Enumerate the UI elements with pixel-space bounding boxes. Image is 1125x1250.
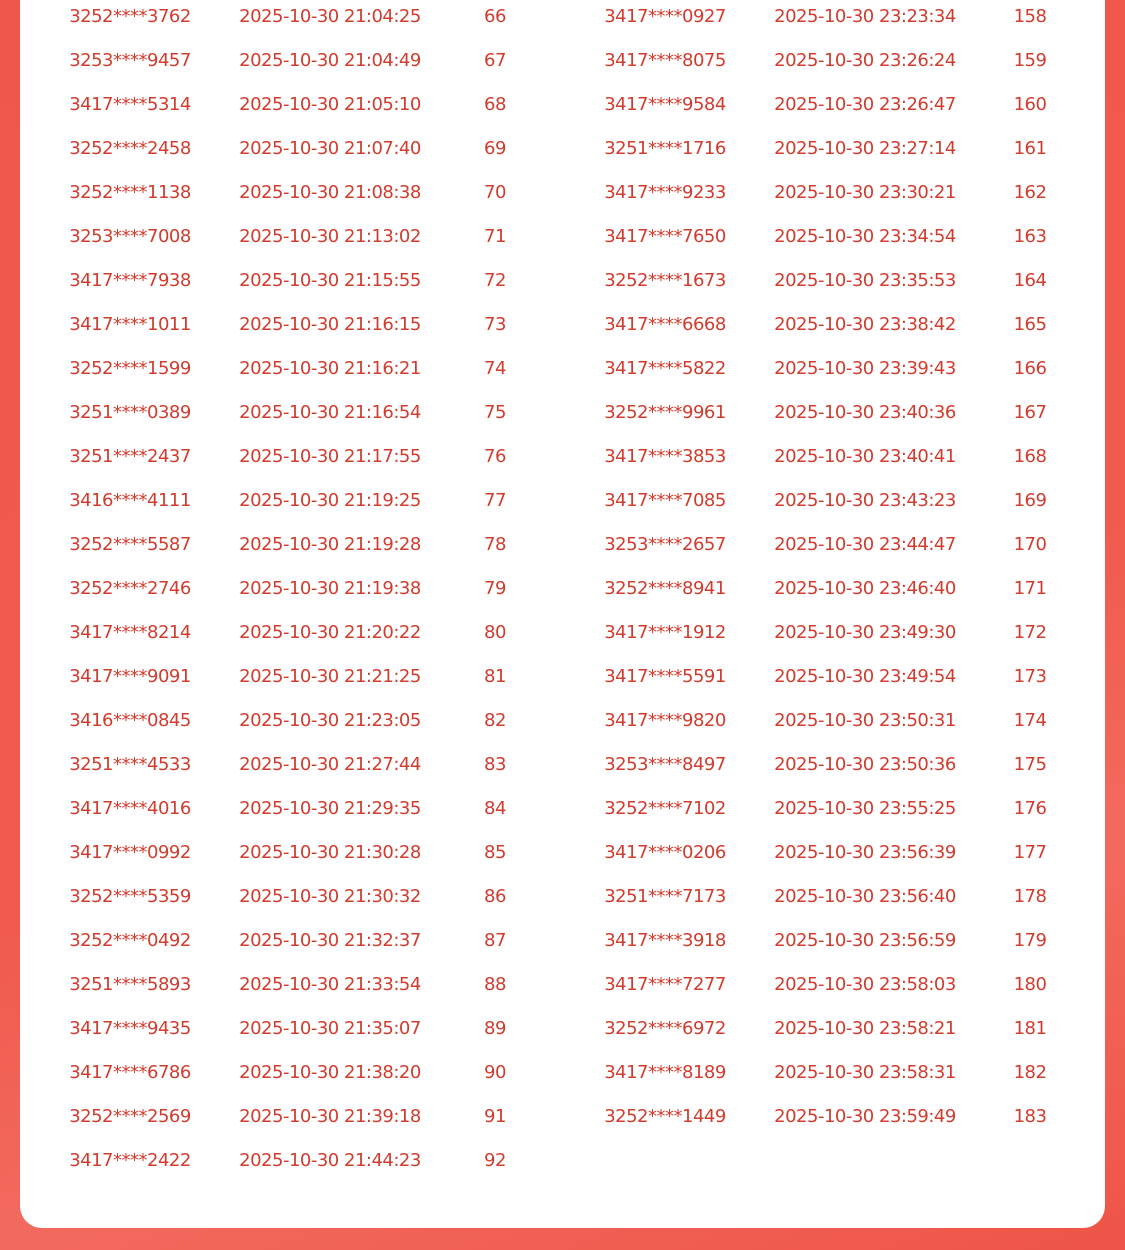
user-id-cell: 3252****8941 (604, 578, 726, 599)
user-id-cell: 3417****7650 (604, 226, 726, 247)
rank-cell: 67 (484, 50, 506, 71)
user-id-cell: 3417****5314 (69, 94, 191, 115)
timestamp-cell: 2025-10-30 23:56:39 (774, 842, 956, 863)
rank-cell: 167 (1013, 402, 1047, 423)
rank-cell: 70 (484, 182, 506, 203)
user-id-cell: 3252****0492 (69, 930, 191, 951)
timestamp-cell: 2025-10-30 21:15:55 (239, 270, 421, 291)
table-row (20, 836, 560, 880)
rank-cell: 71 (484, 226, 506, 247)
table-row (20, 44, 560, 88)
timestamp-cell: 2025-10-30 23:49:30 (774, 622, 956, 643)
timestamp-cell: 2025-10-30 23:43:23 (774, 490, 956, 511)
user-id-cell: 3417****9233 (604, 182, 726, 203)
timestamp-cell: 2025-10-30 21:32:37 (239, 930, 421, 951)
table-row (20, 572, 560, 616)
user-id-cell: 3253****7008 (69, 226, 191, 247)
user-id-cell: 3417****8075 (604, 50, 726, 71)
rank-cell: 78 (484, 534, 506, 555)
rank-cell: 181 (1013, 1018, 1047, 1039)
rank-cell: 89 (484, 1018, 506, 1039)
timestamp-cell: 2025-10-30 21:21:25 (239, 666, 421, 687)
user-id-cell: 3417****9435 (69, 1018, 191, 1039)
user-id-cell: 3417****5822 (604, 358, 726, 379)
rank-cell: 158 (1013, 6, 1047, 27)
table-row (20, 1144, 560, 1188)
table-row (555, 0, 1095, 44)
timestamp-cell: 2025-10-30 21:19:25 (239, 490, 421, 511)
user-id-cell: 3417****7277 (604, 974, 726, 995)
rank-cell: 176 (1013, 798, 1047, 819)
rank-cell: 174 (1013, 710, 1047, 731)
rank-cell: 162 (1013, 182, 1047, 203)
rank-cell: 74 (484, 358, 506, 379)
user-id-cell: 3417****0206 (604, 842, 726, 863)
timestamp-cell: 2025-10-30 23:38:42 (774, 314, 956, 335)
user-id-cell: 3417****3853 (604, 446, 726, 467)
table-row (20, 880, 560, 924)
rank-cell: 84 (484, 798, 506, 819)
timestamp-cell: 2025-10-30 21:16:21 (239, 358, 421, 379)
user-id-cell: 3252****2746 (69, 578, 191, 599)
user-id-cell: 3252****1138 (69, 182, 191, 203)
winners-table-left (20, 0, 560, 1188)
user-id-cell: 3252****9961 (604, 402, 726, 423)
timestamp-cell: 2025-10-30 23:27:14 (774, 138, 956, 159)
table-row (20, 660, 560, 704)
timestamp-cell: 2025-10-30 21:17:55 (239, 446, 421, 467)
user-id-cell: 3252****7102 (604, 798, 726, 819)
table-row (555, 528, 1095, 572)
timestamp-cell: 2025-10-30 21:23:05 (239, 710, 421, 731)
user-id-cell: 3253****9457 (69, 50, 191, 71)
user-id-cell: 3417****8214 (69, 622, 191, 643)
table-row (555, 572, 1095, 616)
table-row (555, 660, 1095, 704)
table-row (20, 1056, 560, 1100)
rank-cell: 170 (1013, 534, 1047, 555)
table-row (20, 968, 560, 1012)
rank-cell: 182 (1013, 1062, 1047, 1083)
rank-cell: 77 (484, 490, 506, 511)
timestamp-cell: 2025-10-30 21:04:25 (239, 6, 421, 27)
table-row (20, 440, 560, 484)
table-row (20, 1100, 560, 1144)
table-row (555, 1056, 1095, 1100)
rank-cell: 166 (1013, 358, 1047, 379)
timestamp-cell: 2025-10-30 21:04:49 (239, 50, 421, 71)
timestamp-cell: 2025-10-30 23:34:54 (774, 226, 956, 247)
timestamp-cell: 2025-10-30 21:27:44 (239, 754, 421, 775)
rank-cell: 159 (1013, 50, 1047, 71)
user-id-cell: 3251****2437 (69, 446, 191, 467)
timestamp-cell: 2025-10-30 23:56:59 (774, 930, 956, 951)
table-row (20, 88, 560, 132)
winners-table-right (555, 0, 1095, 1144)
user-id-cell: 3252****2569 (69, 1106, 191, 1127)
rank-cell: 87 (484, 930, 506, 951)
timestamp-cell: 2025-10-30 23:50:36 (774, 754, 956, 775)
rank-cell: 69 (484, 138, 506, 159)
rank-cell: 164 (1013, 270, 1047, 291)
rank-cell: 180 (1013, 974, 1047, 995)
timestamp-cell: 2025-10-30 21:16:15 (239, 314, 421, 335)
table-row (20, 748, 560, 792)
table-row (555, 880, 1095, 924)
user-id-cell: 3251****5893 (69, 974, 191, 995)
user-id-cell: 3252****1673 (604, 270, 726, 291)
user-id-cell: 3416****0845 (69, 710, 191, 731)
user-id-cell: 3417****5591 (604, 666, 726, 687)
timestamp-cell: 2025-10-30 23:59:49 (774, 1106, 956, 1127)
user-id-cell: 3417****9584 (604, 94, 726, 115)
timestamp-cell: 2025-10-30 21:13:02 (239, 226, 421, 247)
table-row (555, 748, 1095, 792)
timestamp-cell: 2025-10-30 21:07:40 (239, 138, 421, 159)
rank-cell: 165 (1013, 314, 1047, 335)
user-id-cell: 3417****4016 (69, 798, 191, 819)
user-id-cell: 3417****1011 (69, 314, 191, 335)
table-row (555, 924, 1095, 968)
user-id-cell: 3251****1716 (604, 138, 726, 159)
table-row (555, 484, 1095, 528)
timestamp-cell: 2025-10-30 23:58:31 (774, 1062, 956, 1083)
table-row (555, 264, 1095, 308)
timestamp-cell: 2025-10-30 23:55:25 (774, 798, 956, 819)
table-row (20, 1012, 560, 1056)
timestamp-cell: 2025-10-30 23:49:54 (774, 666, 956, 687)
timestamp-cell: 2025-10-30 23:30:21 (774, 182, 956, 203)
user-id-cell: 3252****6972 (604, 1018, 726, 1039)
rank-cell: 81 (484, 666, 506, 687)
timestamp-cell: 2025-10-30 23:40:36 (774, 402, 956, 423)
user-id-cell: 3417****0927 (604, 6, 726, 27)
user-id-cell: 3253****8497 (604, 754, 726, 775)
table-row (555, 352, 1095, 396)
table-row (555, 220, 1095, 264)
table-row (20, 528, 560, 572)
timestamp-cell: 2025-10-30 21:05:10 (239, 94, 421, 115)
timestamp-cell: 2025-10-30 23:39:43 (774, 358, 956, 379)
timestamp-cell: 2025-10-30 21:20:22 (239, 622, 421, 643)
rank-cell: 178 (1013, 886, 1047, 907)
table-row (555, 88, 1095, 132)
table-row (20, 132, 560, 176)
rank-cell: 171 (1013, 578, 1047, 599)
timestamp-cell: 2025-10-30 23:23:34 (774, 6, 956, 27)
table-row (555, 44, 1095, 88)
timestamp-cell: 2025-10-30 21:33:54 (239, 974, 421, 995)
user-id-cell: 3251****0389 (69, 402, 191, 423)
timestamp-cell: 2025-10-30 21:08:38 (239, 182, 421, 203)
table-row (555, 792, 1095, 836)
rank-cell: 79 (484, 578, 506, 599)
user-id-cell: 3417****7938 (69, 270, 191, 291)
user-id-cell: 3252****3762 (69, 6, 191, 27)
rank-cell: 183 (1013, 1106, 1047, 1127)
timestamp-cell: 2025-10-30 21:16:54 (239, 402, 421, 423)
rank-cell: 163 (1013, 226, 1047, 247)
user-id-cell: 3252****2458 (69, 138, 191, 159)
timestamp-cell: 2025-10-30 23:26:47 (774, 94, 956, 115)
table-row (20, 264, 560, 308)
table-row (555, 176, 1095, 220)
table-row (555, 836, 1095, 880)
user-id-cell: 3417****9091 (69, 666, 191, 687)
user-id-cell: 3252****1599 (69, 358, 191, 379)
timestamp-cell: 2025-10-30 23:46:40 (774, 578, 956, 599)
rank-cell: 161 (1013, 138, 1047, 159)
user-id-cell: 3417****9820 (604, 710, 726, 731)
timestamp-cell: 2025-10-30 21:29:35 (239, 798, 421, 819)
timestamp-cell: 2025-10-30 21:30:28 (239, 842, 421, 863)
rank-cell: 76 (484, 446, 506, 467)
table-row (20, 704, 560, 748)
timestamp-cell: 2025-10-30 23:26:24 (774, 50, 956, 71)
rank-cell: 175 (1013, 754, 1047, 775)
user-id-cell: 3417****1912 (604, 622, 726, 643)
timestamp-cell: 2025-10-30 21:35:07 (239, 1018, 421, 1039)
user-id-cell: 3416****4111 (69, 490, 191, 511)
timestamp-cell: 2025-10-30 21:19:38 (239, 578, 421, 599)
table-row (20, 0, 560, 44)
user-id-cell: 3417****7085 (604, 490, 726, 511)
timestamp-cell: 2025-10-30 21:30:32 (239, 886, 421, 907)
rank-cell: 169 (1013, 490, 1047, 511)
table-row (20, 616, 560, 660)
rank-cell: 66 (484, 6, 506, 27)
rank-cell: 160 (1013, 94, 1047, 115)
timestamp-cell: 2025-10-30 21:44:23 (239, 1150, 421, 1171)
table-row (20, 484, 560, 528)
table-row (555, 132, 1095, 176)
table-row (555, 440, 1095, 484)
user-id-cell: 3417****0992 (69, 842, 191, 863)
user-id-cell: 3251****4533 (69, 754, 191, 775)
rank-cell: 86 (484, 886, 506, 907)
timestamp-cell: 2025-10-30 21:39:18 (239, 1106, 421, 1127)
user-id-cell: 3252****1449 (604, 1106, 726, 1127)
timestamp-cell: 2025-10-30 23:56:40 (774, 886, 956, 907)
rank-cell: 75 (484, 402, 506, 423)
table-row (555, 616, 1095, 660)
user-id-cell: 3253****2657 (604, 534, 726, 555)
rank-cell: 90 (484, 1062, 506, 1083)
user-id-cell: 3417****6668 (604, 314, 726, 335)
table-row (20, 352, 560, 396)
rank-cell: 82 (484, 710, 506, 731)
table-row (555, 308, 1095, 352)
rank-cell: 72 (484, 270, 506, 291)
table-row (20, 396, 560, 440)
user-id-cell: 3252****5359 (69, 886, 191, 907)
rank-cell: 83 (484, 754, 506, 775)
table-row (20, 220, 560, 264)
timestamp-cell: 2025-10-30 23:58:21 (774, 1018, 956, 1039)
user-id-cell: 3251****7173 (604, 886, 726, 907)
table-row (20, 176, 560, 220)
rank-cell: 177 (1013, 842, 1047, 863)
timestamp-cell: 2025-10-30 21:38:20 (239, 1062, 421, 1083)
rank-cell: 85 (484, 842, 506, 863)
rank-cell: 88 (484, 974, 506, 995)
rank-cell: 173 (1013, 666, 1047, 687)
timestamp-cell: 2025-10-30 23:58:03 (774, 974, 956, 995)
table-row (20, 308, 560, 352)
rank-cell: 91 (484, 1106, 506, 1127)
rank-cell: 73 (484, 314, 506, 335)
timestamp-cell: 2025-10-30 23:44:47 (774, 534, 956, 555)
rank-cell: 168 (1013, 446, 1047, 467)
user-id-cell: 3252****5587 (69, 534, 191, 555)
rank-cell: 68 (484, 94, 506, 115)
table-row (555, 968, 1095, 1012)
rank-cell: 92 (484, 1150, 506, 1171)
timestamp-cell: 2025-10-30 21:19:28 (239, 534, 421, 555)
table-row (20, 924, 560, 968)
table-row (555, 396, 1095, 440)
rank-cell: 80 (484, 622, 506, 643)
rank-cell: 179 (1013, 930, 1047, 951)
table-row (20, 792, 560, 836)
user-id-cell: 3417****3918 (604, 930, 726, 951)
user-id-cell: 3417****8189 (604, 1062, 726, 1083)
rank-cell: 172 (1013, 622, 1047, 643)
table-row (555, 1100, 1095, 1144)
user-id-cell: 3417****2422 (69, 1150, 191, 1171)
user-id-cell: 3417****6786 (69, 1062, 191, 1083)
table-row (555, 704, 1095, 748)
timestamp-cell: 2025-10-30 23:40:41 (774, 446, 956, 467)
timestamp-cell: 2025-10-30 23:35:53 (774, 270, 956, 291)
table-row (555, 1012, 1095, 1056)
timestamp-cell: 2025-10-30 23:50:31 (774, 710, 956, 731)
